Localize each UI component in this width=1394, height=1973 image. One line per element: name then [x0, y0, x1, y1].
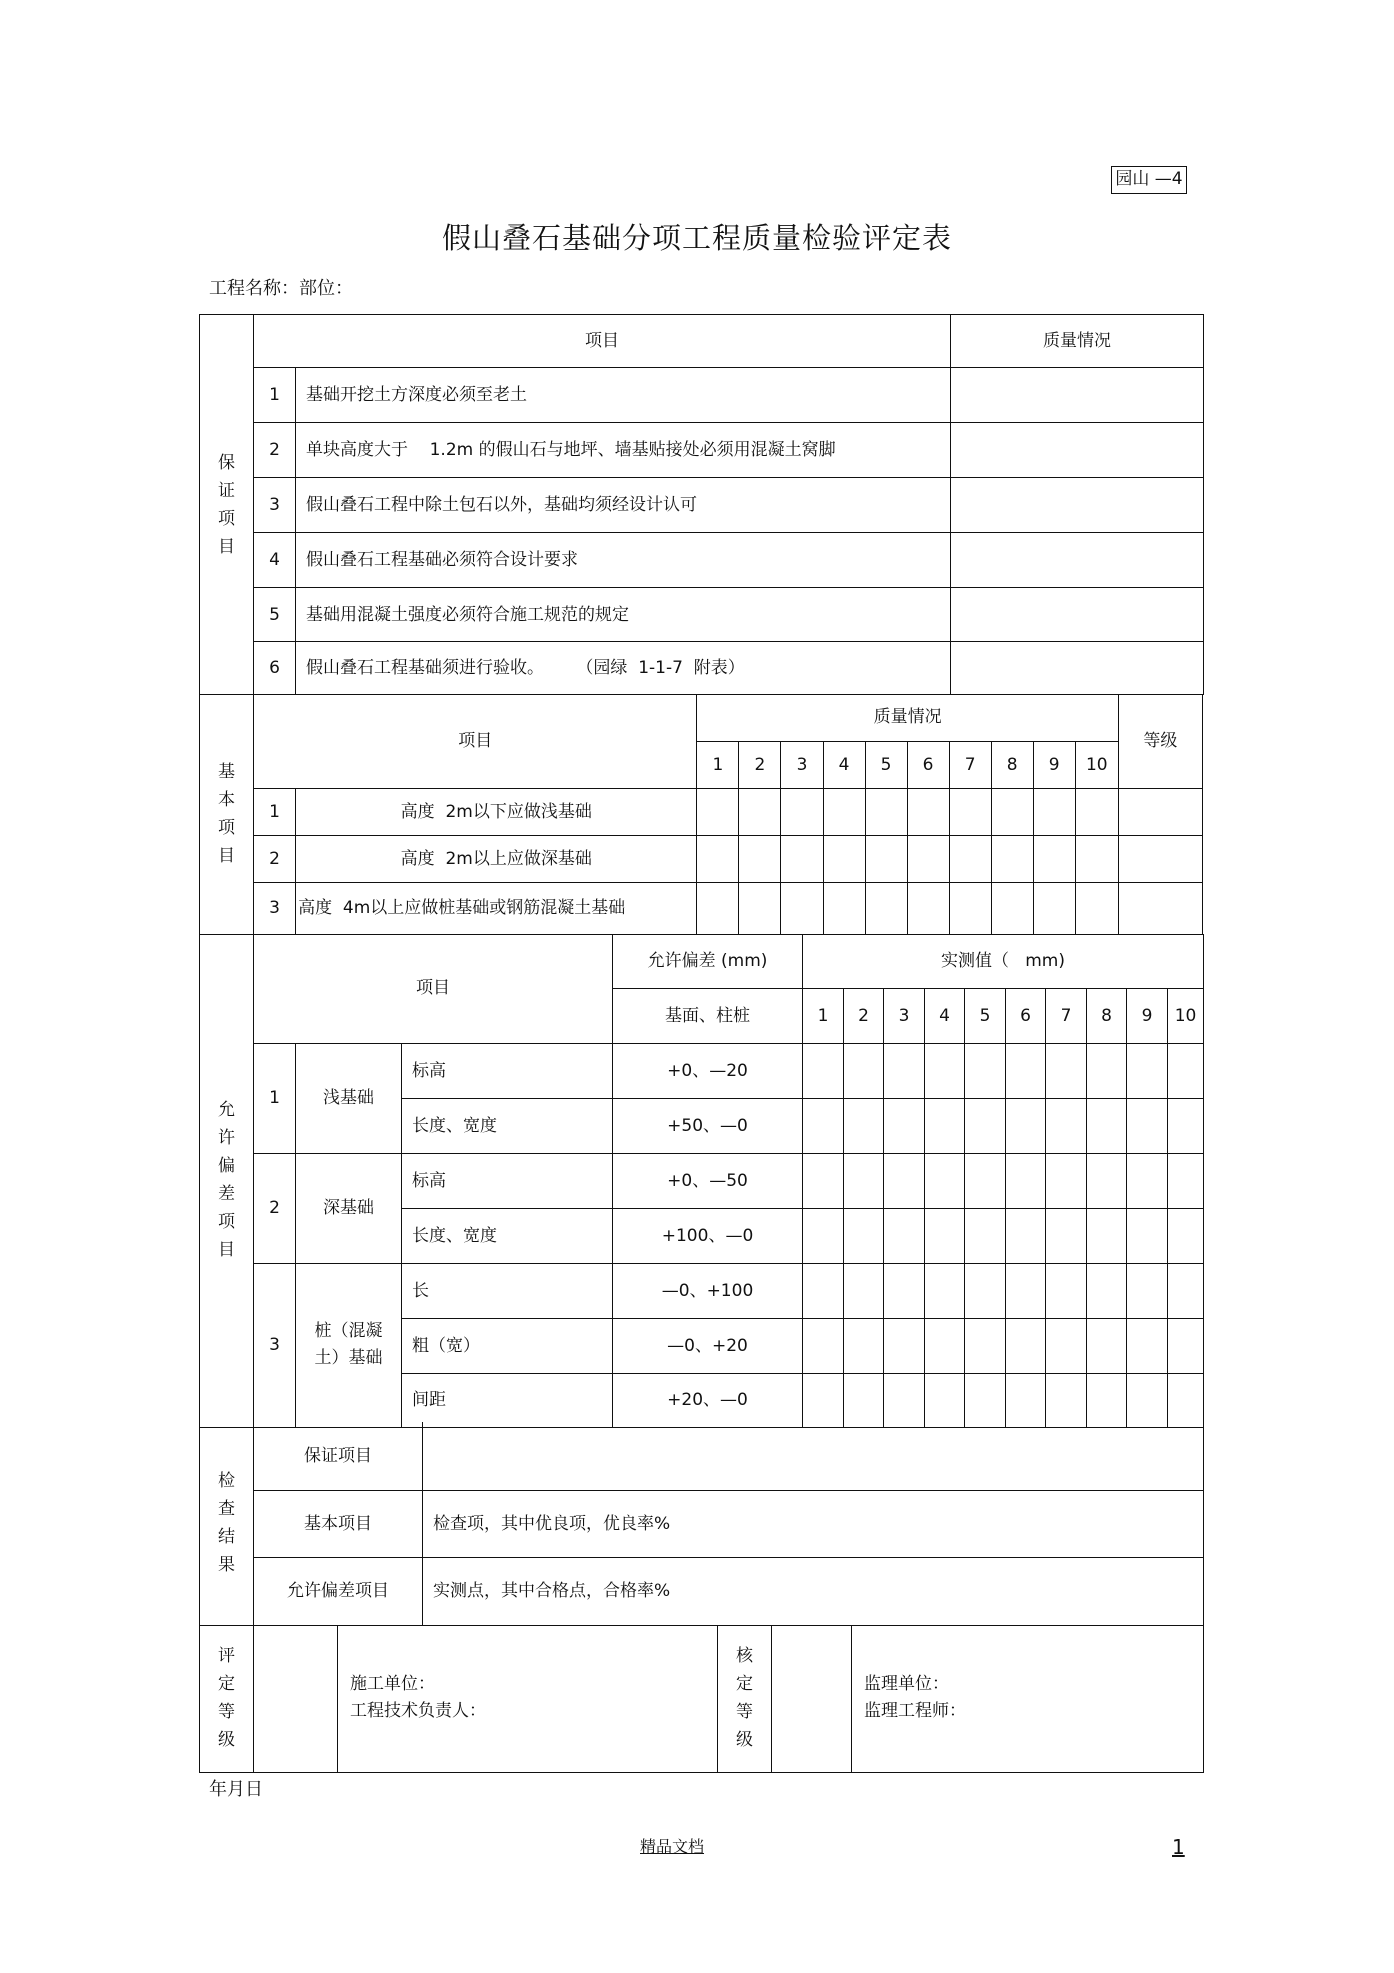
basic-item-text: 高度 2m以下应做浅基础: [296, 788, 697, 835]
guarantee-table: [199, 314, 1204, 695]
column-number: 8: [1087, 988, 1127, 1043]
measured-cell[interactable]: [1087, 1098, 1127, 1153]
measured-cell[interactable]: [965, 1043, 1006, 1098]
row-number: 1: [254, 788, 296, 835]
quality-cell[interactable]: [739, 835, 781, 882]
quality-cell[interactable]: [1075, 835, 1118, 882]
measured-cell[interactable]: [1006, 1098, 1046, 1153]
measured-cell[interactable]: [965, 1208, 1006, 1263]
quality-cell[interactable]: [865, 835, 907, 882]
measured-cell[interactable]: [803, 1098, 844, 1153]
tolerance-item: 粗（宽）: [402, 1318, 613, 1373]
grade-cell[interactable]: [1118, 835, 1202, 882]
approval-grade-cell[interactable]: [772, 1625, 852, 1772]
measured-cell[interactable]: [1006, 1263, 1046, 1318]
measured-cell[interactable]: [965, 1263, 1006, 1318]
quality-cell[interactable]: [781, 835, 823, 882]
tolerance-side-label: 允许偏差项目: [200, 934, 254, 1427]
column-number: 9: [1127, 988, 1168, 1043]
guarantee-item-text: 基础开挖土方深度必须至老土: [296, 368, 951, 423]
guarantee-item-text: 假山叠石工程中除土包石以外，基础均须经设计认可: [296, 478, 951, 533]
column-number: 9: [1033, 741, 1075, 788]
measured-cell[interactable]: [1046, 1043, 1087, 1098]
basic-header-item: 项目: [254, 694, 697, 788]
column-number: 4: [925, 988, 965, 1043]
evaluation-grade-cell[interactable]: [254, 1625, 338, 1772]
approval-side-label: 核定等级: [718, 1625, 772, 1772]
quality-cell[interactable]: [1075, 788, 1118, 835]
quality-cell[interactable]: [865, 788, 907, 835]
guarantee-item-text: 假山叠石工程基础须进行验收。 （园绿 1-1-7 附表）: [296, 642, 951, 695]
measured-cell[interactable]: [844, 1373, 884, 1427]
column-number: 1: [803, 988, 844, 1043]
measured-cell[interactable]: [1168, 1098, 1204, 1153]
measured-cell[interactable]: [1168, 1153, 1204, 1208]
column-number: 3: [884, 988, 925, 1043]
measured-cell[interactable]: [1127, 1153, 1168, 1208]
group-name: 浅基础: [296, 1043, 402, 1153]
column-number: 2: [844, 988, 884, 1043]
quality-cell[interactable]: [949, 788, 991, 835]
measured-cell[interactable]: [884, 1043, 925, 1098]
measured-cell[interactable]: [803, 1043, 844, 1098]
column-number: 6: [1006, 988, 1046, 1043]
row-number: 4: [254, 533, 296, 588]
check-side-label: 检查结果: [200, 1422, 254, 1625]
quality-cell[interactable]: [697, 882, 739, 934]
tolerance-table: [199, 934, 1204, 1428]
measured-cell[interactable]: [1087, 1373, 1127, 1427]
measured-cell[interactable]: [844, 1043, 884, 1098]
measured-cell[interactable]: [1006, 1373, 1046, 1427]
tolerance-value: +100、—0: [613, 1208, 803, 1263]
quality-cell[interactable]: [697, 835, 739, 882]
quality-cell[interactable]: [951, 368, 1204, 423]
grade-cell[interactable]: [1118, 882, 1202, 934]
row-number: 5: [254, 588, 296, 642]
row-number: 1: [254, 368, 296, 423]
check-label: 保证项目: [254, 1422, 423, 1490]
quality-cell[interactable]: [951, 588, 1204, 642]
measured-cell[interactable]: [844, 1263, 884, 1318]
construction-signature[interactable]: [338, 1625, 718, 1772]
measured-cell[interactable]: [1087, 1263, 1127, 1318]
guarantee-item-text: 基础用混凝土强度必须符合施工规范的规定: [296, 588, 951, 642]
quality-cell[interactable]: [907, 882, 949, 934]
construction-lead: 工程技术负责人：: [350, 1701, 486, 1722]
measured-cell[interactable]: [965, 1318, 1006, 1373]
group-number: 2: [254, 1153, 296, 1263]
page-number: 1: [1172, 1835, 1185, 1859]
measured-cell[interactable]: [844, 1098, 884, 1153]
tolerance-value: —0、+100: [613, 1263, 803, 1318]
group-number: 3: [254, 1263, 296, 1427]
quality-cell[interactable]: [1033, 788, 1075, 835]
quality-cell[interactable]: [951, 423, 1204, 478]
measured-cell[interactable]: [803, 1208, 844, 1263]
measured-cell[interactable]: [1168, 1263, 1204, 1318]
column-number: 2: [739, 741, 781, 788]
measured-cell[interactable]: [1046, 1318, 1087, 1373]
measured-cell[interactable]: [884, 1263, 925, 1318]
guarantee-header-item: 项目: [254, 315, 951, 368]
measured-cell[interactable]: [1127, 1373, 1168, 1427]
supervision-engineer: 监理工程师：: [864, 1701, 966, 1722]
measured-cell[interactable]: [844, 1208, 884, 1263]
measured-cell[interactable]: [1168, 1043, 1204, 1098]
guarantee-item-text: 假山叠石工程基础必须符合设计要求: [296, 533, 951, 588]
footer-label: 精品文档: [640, 1837, 705, 1856]
supervision-signature[interactable]: [852, 1625, 1204, 1772]
measured-cell[interactable]: [965, 1373, 1006, 1427]
tolerance-header-measured: 实测值（ mm): [803, 934, 1204, 988]
quality-cell[interactable]: [865, 882, 907, 934]
basic-item-text: 高度 4m以上应做桩基础或钢筋混凝土基础: [296, 882, 697, 934]
tolerance-header-item: 项目: [254, 934, 613, 1043]
column-number: 5: [965, 988, 1006, 1043]
measured-cell[interactable]: [1006, 1208, 1046, 1263]
quality-cell[interactable]: [951, 533, 1204, 588]
construction-unit: 施工单位：: [350, 1674, 435, 1695]
basic-item-text: 高度 2m以上应做深基础: [296, 835, 697, 882]
measured-cell[interactable]: [1046, 1263, 1087, 1318]
quality-cell[interactable]: [991, 788, 1033, 835]
quality-cell[interactable]: [907, 835, 949, 882]
measured-cell[interactable]: [803, 1263, 844, 1318]
measured-cell[interactable]: [803, 1153, 844, 1208]
measured-cell[interactable]: [925, 1153, 965, 1208]
row-number: 3: [254, 882, 296, 934]
group-name: 深基础: [296, 1153, 402, 1263]
measured-cell[interactable]: [803, 1318, 844, 1373]
evaluation-table: [199, 1625, 1204, 1773]
quality-cell[interactable]: [739, 788, 781, 835]
column-number: 5: [865, 741, 907, 788]
measured-cell[interactable]: [844, 1318, 884, 1373]
measured-cell[interactable]: [1046, 1098, 1087, 1153]
check-text[interactable]: 实测点，其中合格点，合格率%: [423, 1557, 1204, 1625]
quality-cell[interactable]: [1033, 882, 1075, 934]
basic-side-label: 基本项目: [200, 694, 254, 934]
measured-cell[interactable]: [1127, 1098, 1168, 1153]
group-name: 桩（混凝土）基础: [296, 1263, 402, 1427]
check-text[interactable]: [423, 1422, 1204, 1490]
row-number: 2: [254, 835, 296, 882]
check-label: 允许偏差项目: [254, 1557, 423, 1625]
quality-cell[interactable]: [949, 835, 991, 882]
tolerance-item: 长度、宽度: [402, 1208, 613, 1263]
measured-cell[interactable]: [884, 1208, 925, 1263]
column-number: 1: [697, 741, 739, 788]
tolerance-value: +50、—0: [613, 1098, 803, 1153]
measured-cell[interactable]: [925, 1043, 965, 1098]
quality-cell[interactable]: [739, 882, 781, 934]
check-results-table: [199, 1422, 1204, 1626]
measured-cell[interactable]: [884, 1318, 925, 1373]
tolerance-item: 标高: [402, 1043, 613, 1098]
tolerance-value: —0、+20: [613, 1318, 803, 1373]
tolerance-item: 标高: [402, 1153, 613, 1208]
column-number: 6: [907, 741, 949, 788]
quality-cell[interactable]: [991, 882, 1033, 934]
basic-header-grade: 等级: [1118, 694, 1202, 788]
measured-cell[interactable]: [925, 1373, 965, 1427]
project-meta: 工程名称：部位：: [209, 278, 353, 299]
supervision-unit: 监理单位：: [864, 1674, 949, 1695]
quality-cell[interactable]: [1075, 882, 1118, 934]
measured-cell[interactable]: [1087, 1043, 1127, 1098]
tolerance-value: +0、—20: [613, 1043, 803, 1098]
guarantee-header-quality: 质量情况: [951, 315, 1204, 368]
basic-table: [199, 694, 1203, 935]
measured-cell[interactable]: [925, 1208, 965, 1263]
tolerance-value: +0、—50: [613, 1153, 803, 1208]
grade-cell[interactable]: [1118, 788, 1202, 835]
measured-cell[interactable]: [803, 1373, 844, 1427]
guarantee-side-label: 保证项目: [200, 315, 254, 695]
measured-cell[interactable]: [925, 1263, 965, 1318]
measured-cell[interactable]: [844, 1153, 884, 1208]
date-line: 年月日: [209, 1779, 263, 1800]
measured-cell[interactable]: [884, 1098, 925, 1153]
page-title: 假山叠石基础分项工程质量检验评定表: [441, 221, 952, 255]
form-code: 园山 —4: [1111, 166, 1187, 194]
quality-cell[interactable]: [951, 642, 1204, 695]
quality-cell[interactable]: [823, 882, 865, 934]
column-number: 10: [1075, 741, 1118, 788]
tolerance-item: 长度、宽度: [402, 1098, 613, 1153]
column-number: 4: [823, 741, 865, 788]
measured-cell[interactable]: [925, 1098, 965, 1153]
column-number: 10: [1168, 988, 1204, 1043]
measured-cell[interactable]: [884, 1153, 925, 1208]
basic-header-quality: 质量情况: [697, 694, 1118, 741]
guarantee-item-text: 单块高度大于 1.2m 的假山石与地坪、墙基贴接处必须用混凝土窝脚: [296, 423, 951, 478]
column-number: 7: [949, 741, 991, 788]
check-label: 基本项目: [254, 1490, 423, 1557]
measured-cell[interactable]: [1127, 1208, 1168, 1263]
measured-cell[interactable]: [1087, 1208, 1127, 1263]
tolerance-header-sub: 基面、柱桩: [613, 988, 803, 1043]
quality-cell[interactable]: [949, 882, 991, 934]
group-number: 1: [254, 1043, 296, 1153]
check-text[interactable]: 检查项，其中优良项，优良率%: [423, 1490, 1204, 1557]
measured-cell[interactable]: [1006, 1153, 1046, 1208]
tolerance-item: 间距: [402, 1373, 613, 1427]
measured-cell[interactable]: [1006, 1043, 1046, 1098]
measured-cell[interactable]: [1046, 1153, 1087, 1208]
quality-cell[interactable]: [823, 835, 865, 882]
row-number: 3: [254, 478, 296, 533]
quality-cell[interactable]: [781, 882, 823, 934]
tolerance-header-allow: 允许偏差 (mm): [613, 934, 803, 988]
measured-cell[interactable]: [965, 1153, 1006, 1208]
row-number: 6: [254, 642, 296, 695]
column-number: 7: [1046, 988, 1087, 1043]
quality-cell[interactable]: [823, 788, 865, 835]
measured-cell[interactable]: [884, 1373, 925, 1427]
measured-cell[interactable]: [1006, 1318, 1046, 1373]
measured-cell[interactable]: [1168, 1373, 1204, 1427]
measured-cell[interactable]: [925, 1318, 965, 1373]
measured-cell[interactable]: [1087, 1153, 1127, 1208]
quality-cell[interactable]: [951, 478, 1204, 533]
measured-cell[interactable]: [1127, 1263, 1168, 1318]
quality-cell[interactable]: [697, 788, 739, 835]
measured-cell[interactable]: [1127, 1043, 1168, 1098]
column-number: 8: [991, 741, 1033, 788]
quality-cell[interactable]: [907, 788, 949, 835]
measured-cell[interactable]: [965, 1098, 1006, 1153]
quality-cell[interactable]: [781, 788, 823, 835]
quality-cell[interactable]: [1033, 835, 1075, 882]
measured-cell[interactable]: [1046, 1208, 1087, 1263]
measured-cell[interactable]: [1168, 1208, 1204, 1263]
row-number: 2: [254, 423, 296, 478]
measured-cell[interactable]: [1087, 1318, 1127, 1373]
quality-cell[interactable]: [991, 835, 1033, 882]
measured-cell[interactable]: [1046, 1373, 1087, 1427]
column-number: 3: [781, 741, 823, 788]
tolerance-item: 长: [402, 1263, 613, 1318]
measured-cell[interactable]: [1127, 1318, 1168, 1373]
evaluation-side-label: 评定等级: [200, 1625, 254, 1772]
tolerance-value: +20、—0: [613, 1373, 803, 1427]
measured-cell[interactable]: [1168, 1318, 1204, 1373]
